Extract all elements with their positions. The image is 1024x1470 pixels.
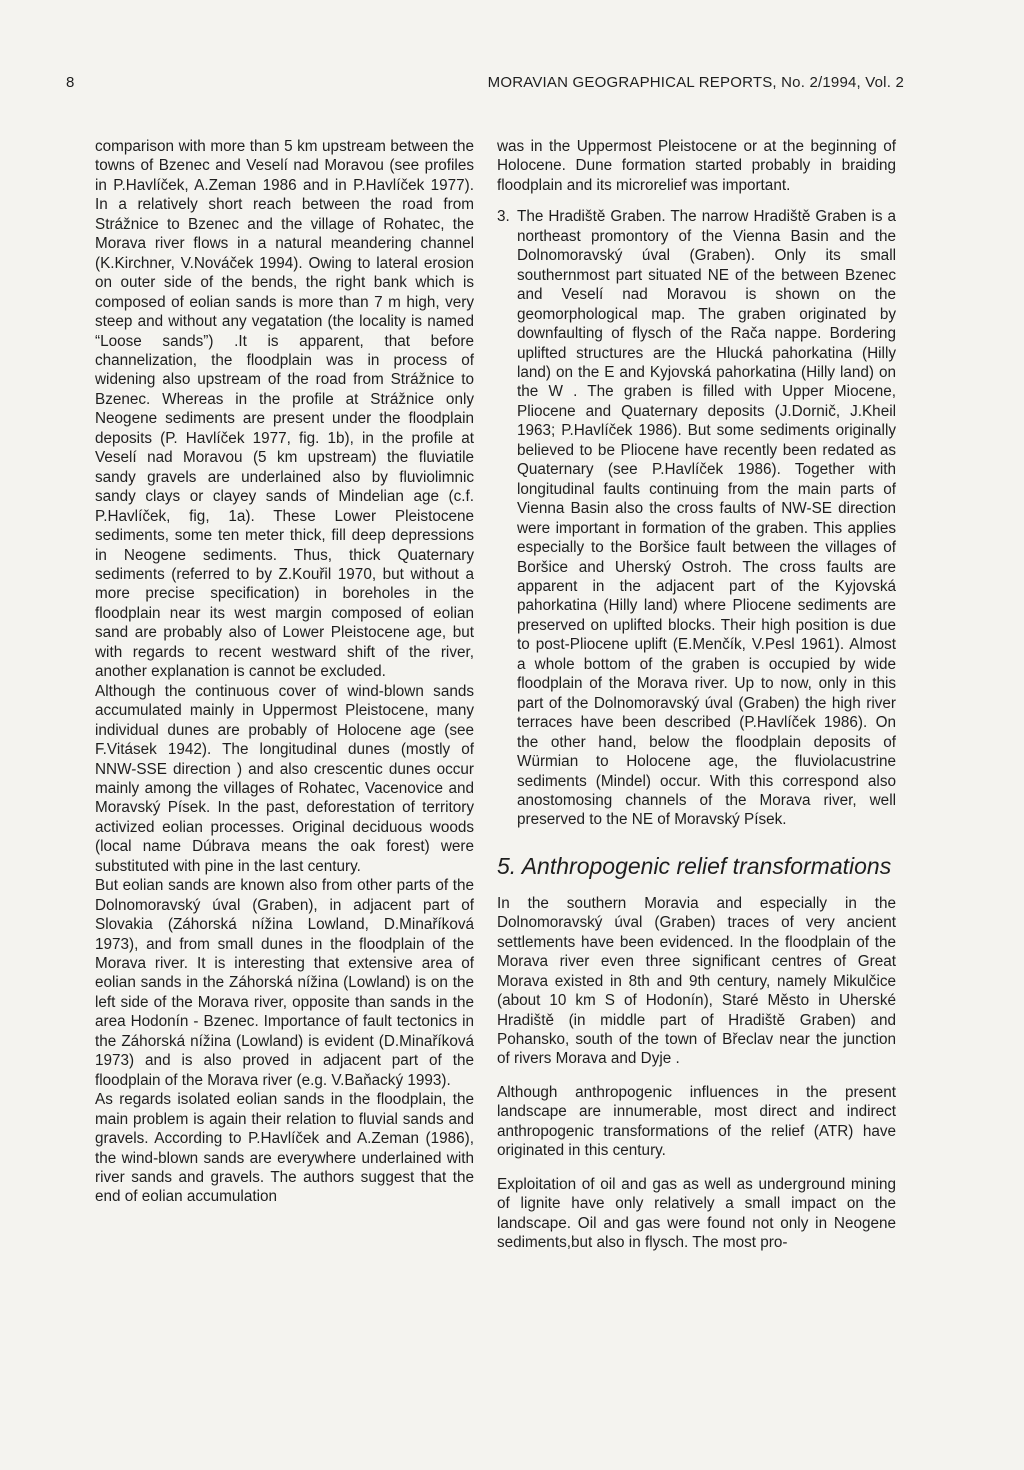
list-number: 3. [497,208,510,226]
paragraph: As regards isolated eolian sands in the floodplain, the main problem is again their relation to fluvial sands and gravels. According to P.Havlíček and A.Zeman (1986), the wind-blown sands are everywhere underlained with river sands and gravels. The authors suggest that the end of eolian accumulation [95,1091,474,1206]
paragraph: Although the continuous cover of wind-blown sands accumulated mainly in Uppermost Pleistocene, many individual dunes are probably of Holocene age (see F.Vitásek 1942). The longitudinal dunes (mostly of NNW-SSE direction ) and also crescentic dunes occur mainly among the villages of Rohatec, Vacenovice and Moravský Písek. In the past, deforestation of territory activized eolian processes. Original deciduous woods (local name Dúbrava means the oak forest) were substituted with pine in the last century. [95,682,474,875]
list-text: The Hradiště Graben. The narrow Hradiště Graben is a northeast promontory of the Vienna Basin and the Dolnomoravský úval (Graben). Only its small southernmost part situated NE of the between Bzenec and Veselí nad Moravou is shown on the geomorphological map. The graben originated by downfaulting of flysch of the Rača nappe. Bordering uplifted structures are the Hlucká pahorkatina (Hilly land) on the E and Kyjovská pahorkatina (Hilly land) on the W . The graben is filled with Upper Miocene, Pliocene and Quaternary deposits (J.Dornič, J.Kheil 1963; P.Havlíček 1986). But some sediments originally believed to be Pliocene have recently been redated as Quaternary (see P.Havlíček 1986). Together with longitudinal faults continuing from the main parts of Vienna Basin also the cross faults of NW-SE direction were important in formation of the graben. This applies especially to the Boršice fault between the villages of Boršice and Uherský Ostroh. The cross faults are apparent in the adjacent part of the Kyjovská pahorkatina (Hilly land) where Pliocene sediments are preserved on uplifted blocks. Their high position is due to post-Pliocene uplift (E.Menčík, V.Pesl 1961). Almost a whole bottom of the graben is occupied by wide floodplain of the Morava river. Up to now, only in this part of the Dolnomoravský úval (Graben) the high river terraces have been described (P.Havlíček 1986). On the other hand, below the floodplain deposits of Würmian to Holocene age, the fluviolacustrine sediments (Mindel) occur. With this correspond also anostomosing channels of the Morava river, well preserved to the NE of Moravský Písek. [517,208,896,829]
paragraph: But eolian sands are known also from other parts of the Dolnomoravský úval (Graben), in adjacent part of Slovakia (Záhorská nížina Lowland, D.Minaříková 1973), and from small dunes in the floodplain of the Morava river. It is interesting that extensive area of eolian sands in the Záhorská nížina (Lowland) is on the left side of the Morava river, opposite than sands in the area Hodonín - Bzenec. Importance of fault tectonics in the Záhorská nížina (Lowland) is evident (D.Minaříková 1973) and is also proved in adjacent part of the floodplain of the Morava river (e.g. V.Baňacký 1993). [95,877,474,1089]
running-head: MORAVIAN GEOGRAPHICAL REPORTS, No. 2/1994, Vol. 2 [487,74,904,91]
paragraph: Although anthropogenic influences in the present landscape are innumerable, most direct and indirect anthropogenic transformations of the relief (ATR) have originated in this century. [497,1083,896,1160]
paragraph: In the southern Moravia and especially in the Dolnomoravský úval (Graben) traces of very ancient settlements have been evidenced. In the floodplain of the Morava river even three significant centres of Great Morava existed in 8th and 9th century, namely Mikulčice (about 10 km S of Hodonín), Staré Město in Uherské Hradiště (in middle part of Hradiště Graben) and Pohansko, south of the town of Břeclav near the junction of rivers Morava and Dyje . [497,894,896,1068]
page-header [66,74,904,102]
section-heading: 5. Anthropogenic relief transformations [497,852,892,879]
paragraph: Exploitation of oil and gas as well as underground mining of lignite have only relatively a small impact on the landscape. Oil and gas were found not only in Neogene sediments,but also in flysch. The most pro- [497,1175,896,1252]
page-number: 8 [66,74,75,91]
left-column [95,137,474,1207]
paragraph: was in the Uppermost Pleistocene or at the beginning of Holocene. Dune formation started probably in braiding floodplain and its microrelief was important. [497,138,896,194]
list-item [497,207,896,830]
paragraph: comparison with more than 5 km upstream between the towns of Bzenec and Veselí nad Moravou (see profiles in P.Havlíček, A.Zeman 1986 and in P.Havlíček 1977). In a relatively short reach between the road from Strážnice to Bzenec and the village of Rohatec, the Morava river flows in a natural meandering channel (K.Kirchner, V.Nováček 1994). Owing to lateral erosion on outer side of the bends, the right bank which is composed of eolian sands is more than 7 m high, very steep and without any vegatation (the locality is named “Loose sands”) .It is apparent, that before channelization, the floodplain was in process of widening also upstream of the road from Strážnice to Bzenec. Whereas in the profile at Strážnice only Neogene sediments are present under the floodplain deposits (P. Havlíček 1977, fig. 1b), in the profile at Veselí nad Moravou (5 km upstream) the fluviatile sandy gravels are underlained also by fluviolimnic sandy clays or clayey sands of Mindelian age (c.f. P.Havlíček, fig, 1a). These Lower Pleistocene sediments, some ten meter thick, fill deep depressions in Neogene sediments. Thus, thick Quaternary sediments (referred to by Z.Kouřil 1970, but without a more precise specification) in boreholes in the floodplain near its west margin composed of eolian sand are probably also of Lower Pleistocene age, but with regards to recent westward shift of the river, another explanation is cannot be excluded. [95,138,474,681]
right-column [497,137,896,1253]
